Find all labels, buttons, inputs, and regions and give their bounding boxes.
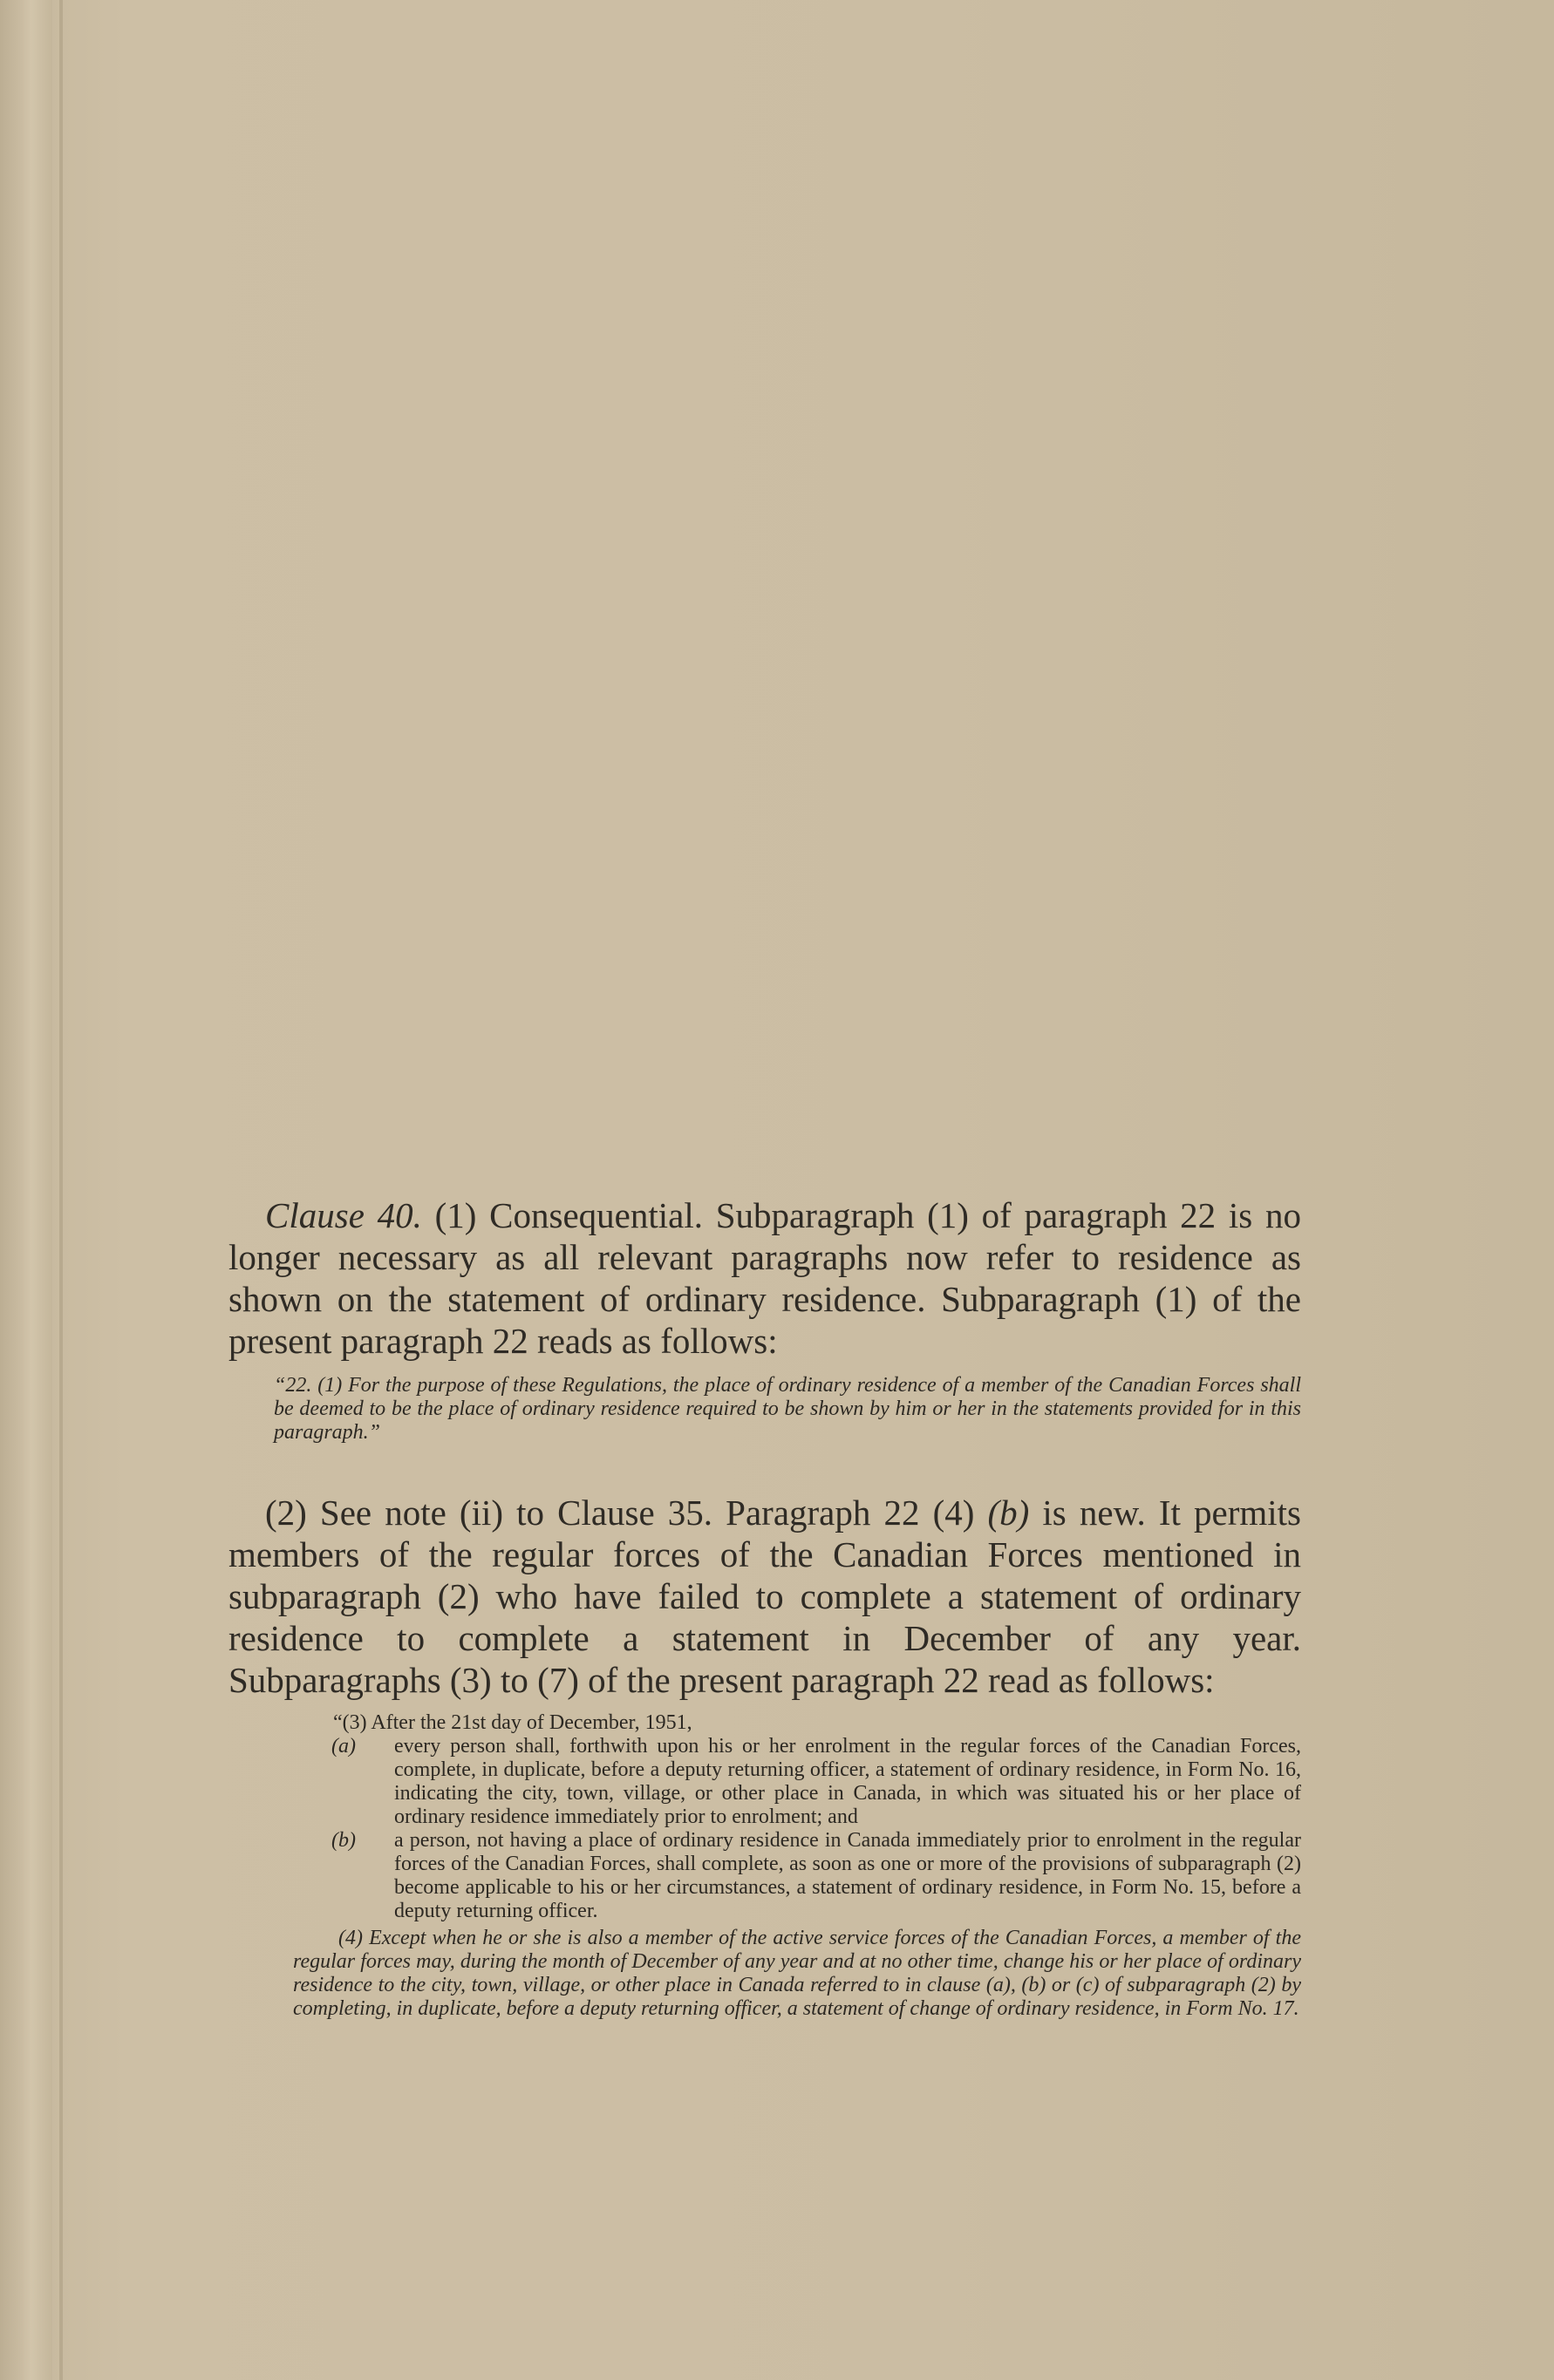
item-b-text: a person, not having a place of ordinary residence in Canada immediately prior to enrolment in the regular forces of the Canadian Forces, shall complete, as soon as one or more of the provisions of subparagraph (2) become applicable to his or her circumstances, a statement of ordinary residence, in Form No. 15, before a deputy returning officer. (394, 1829, 1301, 1922)
binding-line (59, 0, 63, 2380)
item-a-text: every person shall, forthwith upon his or her enrolment in the regular forces of the Canadian Forces, complete, in duplicate, before a deputy returning officer, a statement of ordinary residence, in Form No. 16, indicating the city, town, village, or other place in Canada, in which was situated his or her place of ordinary residence immediately prior to enrolment; and (394, 1735, 1301, 1828)
quote-22-1-text: “22. (1) For the purpose of these Regulations, the place of ordinary residence of a member of the Canadian Forces shall be deemed to be the place of ordinary residence required to be shown by him or her in the statements provided for in this paragraph.” (274, 1374, 1301, 1444)
quote-item-4: (4) Except when he or she is also a member of the active service forces of the Canadian Forces, a member of the regular forces may, during the month of December of any year and at no other time, change his or her place of ordinary residence to the city, town, village, or other place in Canada referred to in clause (a), (b) or (c) of subparagraph (2) by completing, in duplicate, before a deputy returning officer, a statement of change of ordinary residence, in Form No. 17. (293, 1927, 1301, 2020)
paragraph-2-text-a: (2) See note (ii) to Clause 35. Paragraph 22 (4) (265, 1493, 988, 1533)
quote-item-a (228, 1735, 1301, 1829)
paragraph-2-italic-b: (b) (987, 1493, 1030, 1533)
paragraph-1-text: (1) Consequential. Subparagraph (1) of paragraph 22 is no longer necessary as all relevant paragraphs now refer to residence as shown on the statement of ordinary residence. Subparagraph (1) of the present paragraph 22 reads as follows: (228, 1195, 1301, 1361)
item-b-mark: (b) (331, 1829, 356, 1852)
paragraph-1 (228, 1194, 1301, 1362)
paragraph-2 (228, 1492, 1301, 1701)
quote-item-b (228, 1829, 1301, 1923)
quote-3-opening: “(3) After the 21st day of December, 1951, (333, 1711, 692, 1734)
paragraph-2-text-b: is new. It permits members of the regular forces of the Canadian Forces mentioned in subparagraph (2) who have failed to complete a statement of ordinary residence to complete a statement in December of any year. Subparagraphs (3) to (7) of the present paragraph 22 read as follows: (228, 1493, 1302, 1700)
clause-40-note (228, 1194, 1301, 2021)
item-a-mark: (a) (331, 1735, 356, 1758)
page-gutter (0, 0, 52, 2380)
quote-paragraph-22-1 (228, 1374, 1301, 1445)
clause-label: Clause 40. (265, 1195, 422, 1235)
